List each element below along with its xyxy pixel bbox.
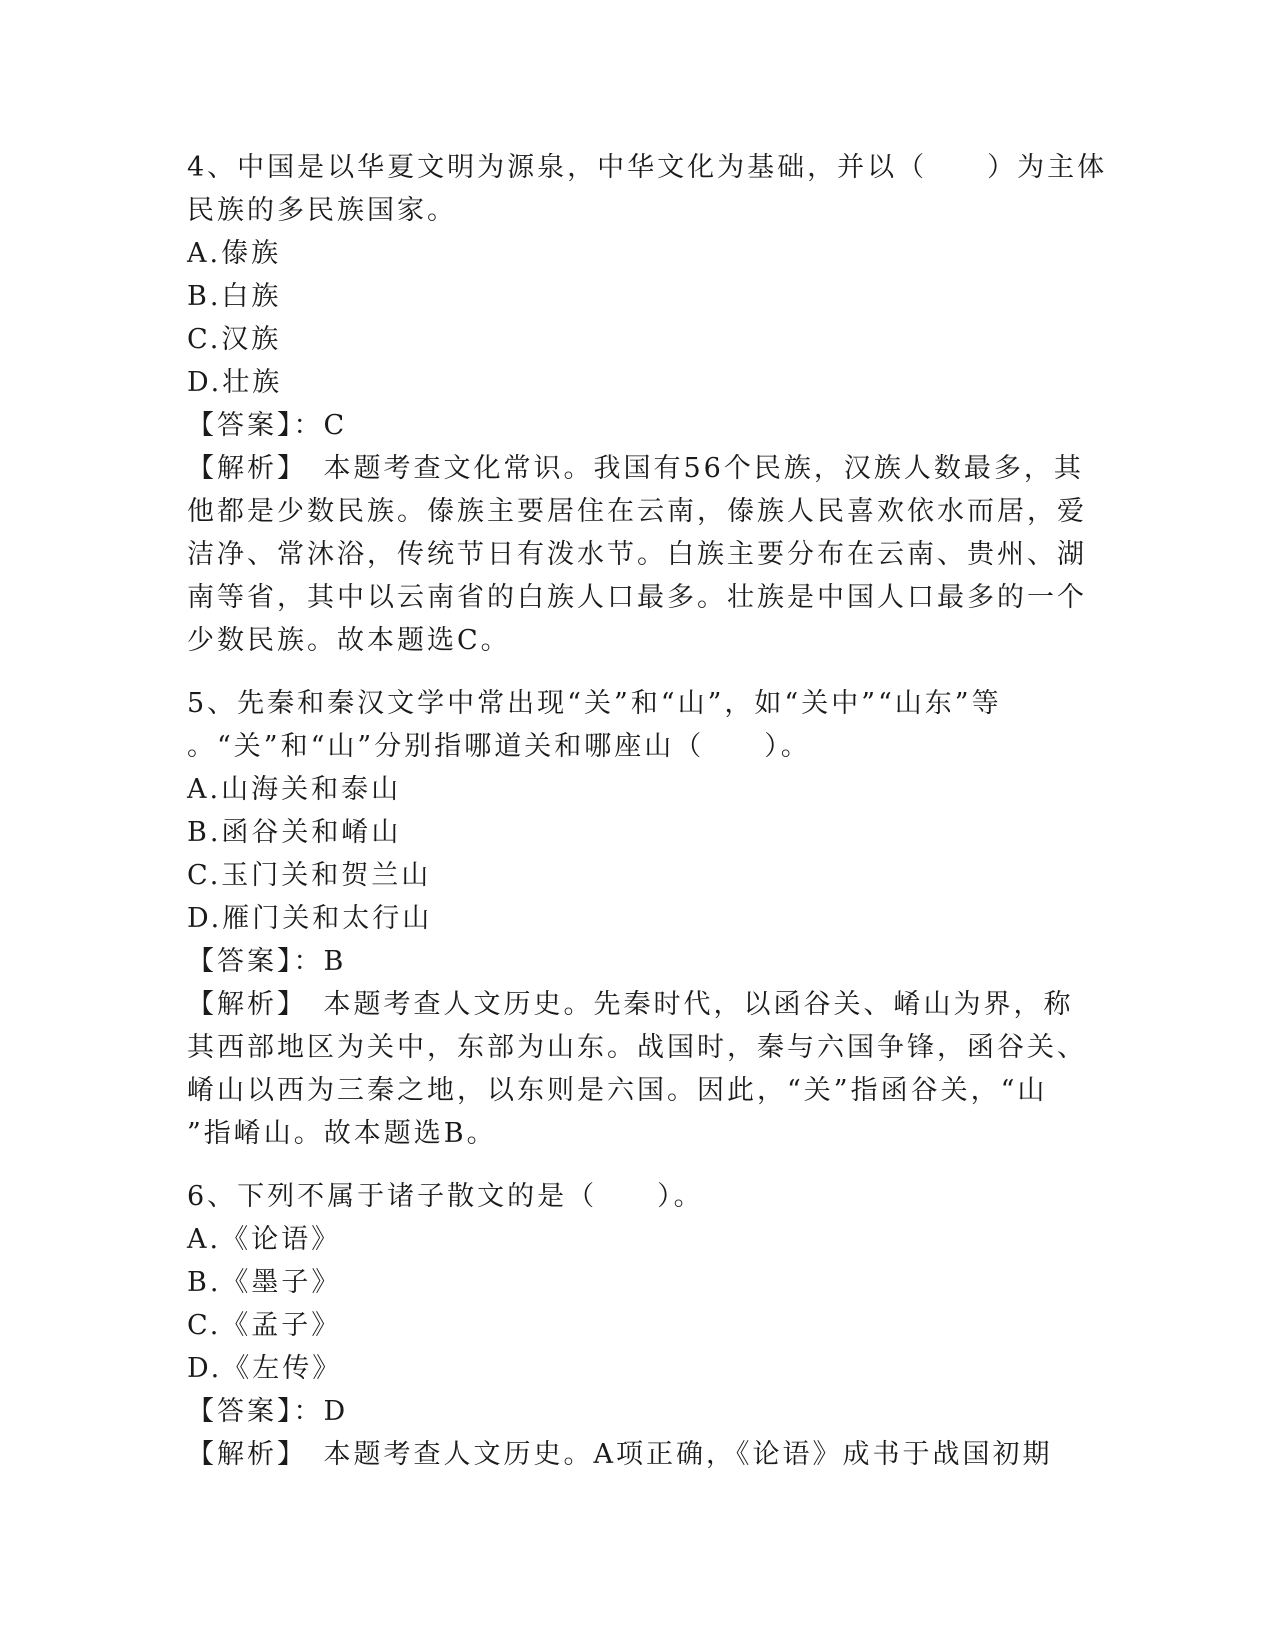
option-b: B.函谷关和崤山	[187, 817, 402, 848]
options-list	[187, 232, 1087, 404]
question-stem	[187, 1175, 1087, 1218]
document-page	[187, 146, 1108, 1496]
option-a: A.傣族	[187, 238, 282, 269]
explanation-line: ”指崤山。故本题选B。	[187, 1118, 497, 1149]
option-c: C.汉族	[187, 324, 282, 355]
option-c: C.玉门关和贺兰山	[187, 860, 432, 891]
question-4	[187, 146, 1108, 662]
answer: 【答案】：D	[187, 1396, 349, 1427]
option-b: B.《墨子》	[187, 1267, 342, 1298]
option-b: B.白族	[187, 281, 282, 312]
question-stem	[187, 146, 1108, 232]
explanation	[187, 983, 1087, 1155]
explanation-line: 少数民族。故本题选C。	[187, 625, 511, 656]
explanation-line: 【解析】 本题考查文化常识。我国有56个民族，汉族人数最多，其	[187, 453, 1084, 484]
explanation-line: 南等省，其中以云南省的白族人口最多。壮族是中国人口最多的一个	[187, 582, 1087, 613]
options-list	[187, 768, 1087, 940]
option-c: C.《孟子》	[187, 1310, 342, 1341]
option-d: D.《左传》	[187, 1353, 343, 1384]
explanation-line: 其西部地区为关中，东部为山东。战国时，秦与六国争锋，函谷关、	[187, 1032, 1087, 1063]
explanation	[187, 447, 1087, 662]
option-a: A.山海关和泰山	[187, 774, 402, 805]
explanation-line: 【解析】 本题考查人文历史。A项正确，《论语》成书于战国初期	[187, 1439, 1053, 1470]
option-d: D.雁门关和太行山	[187, 903, 433, 934]
option-a: A.《论语》	[187, 1224, 342, 1255]
question-stem	[187, 682, 1087, 768]
option-d: D.壮族	[187, 367, 283, 398]
question-6	[187, 1175, 1087, 1476]
explanation	[187, 1433, 1087, 1476]
question-5	[187, 682, 1087, 1155]
stem-line: 。“关”和“山”分别指哪道关和哪座山（ ）。	[187, 731, 811, 762]
explanation-line: 【解析】 本题考查人文历史。先秦时代，以函谷关、崤山为界，称	[187, 989, 1074, 1020]
stem-line: 5、先秦和秦汉文学中常出现“关”和“山”，如“关中”“山东”等	[187, 688, 1002, 719]
explanation-line: 崤山以西为三秦之地，以东则是六国。因此，“关”指函谷关，“山	[187, 1075, 1048, 1106]
answer: 【答案】：B	[187, 946, 347, 977]
options-list	[187, 1218, 1087, 1390]
explanation-line: 洁净、常沐浴，传统节日有泼水节。白族主要分布在云南、贵州、湖	[187, 539, 1087, 570]
stem-line: 民族的多民族国家。	[187, 195, 457, 226]
explanation-line: 他都是少数民族。傣族主要居住在云南，傣族人民喜欢依水而居，爱	[187, 496, 1087, 527]
answer: 【答案】：C	[187, 410, 348, 441]
stem-line: 4、中国是以华夏文明为源泉，中华文化为基础，并以（ ）为主体	[187, 152, 1108, 183]
stem-line: 6、下列不属于诸子散文的是（ ）。	[187, 1181, 704, 1212]
